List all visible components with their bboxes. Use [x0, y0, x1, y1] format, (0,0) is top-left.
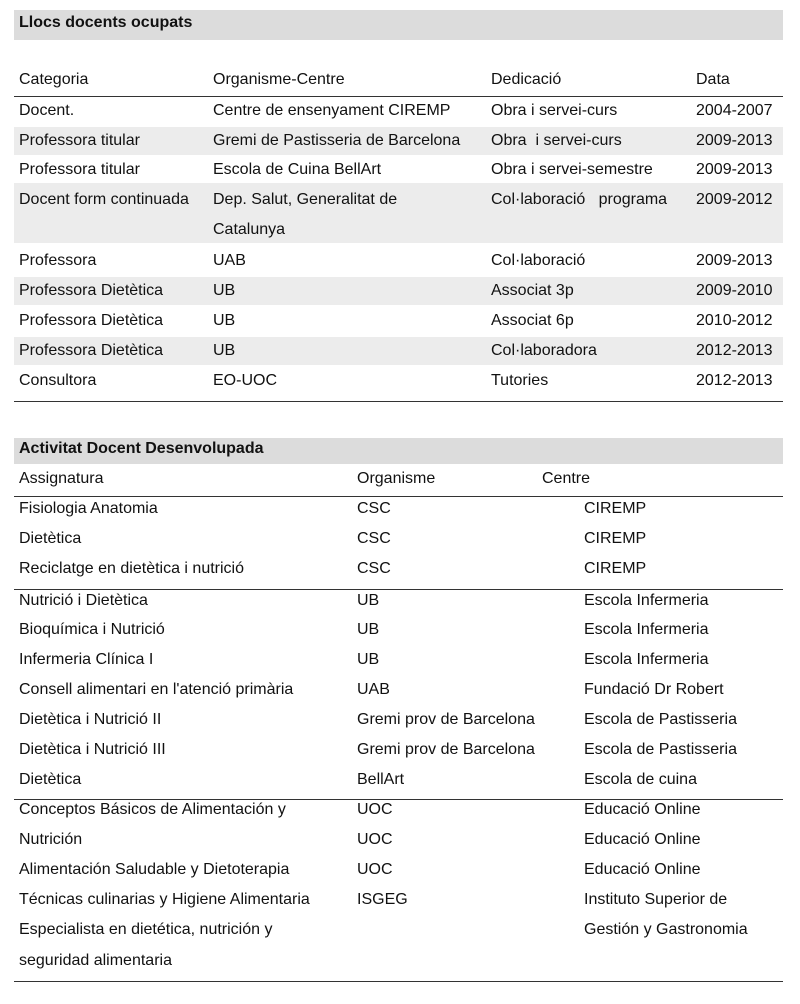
column-header-data: Data [696, 71, 730, 88]
cell-centre: Escola Infermeria [584, 621, 709, 638]
cell-centre: Educació Online [584, 861, 701, 878]
cell-centre: Escola Infermeria [584, 651, 709, 668]
cell-categoria: Professora Dietètica [19, 282, 164, 299]
column-header-assignatura: Assignatura [19, 470, 104, 487]
cell-organisme: UB [357, 621, 380, 638]
cell-centre: CIREMP [584, 500, 647, 517]
cell-organisme: UB [213, 282, 236, 299]
column-header-centre: Centre [542, 470, 591, 487]
cell-organisme: Gremi prov de Barcelona [357, 741, 535, 758]
column-header-dedicacio: Dedicació [491, 71, 562, 88]
cell-categoria: Consultora [19, 372, 97, 389]
cell-organisme: UB [357, 592, 380, 609]
cell-organisme: Dep. Salut, Generalitat de Catalunya [213, 191, 398, 238]
cell-assignatura: Alimentación Saludable y Dietoterapia [19, 861, 290, 878]
cell-centre: Educació Online [584, 801, 701, 818]
cell-dedicacio: Tutories [491, 372, 549, 389]
cell-centre: CIREMP [584, 530, 647, 547]
cell-organisme: CSC [357, 500, 391, 517]
section-header-llocs [14, 10, 783, 40]
cell-organisme: UOC [357, 801, 393, 818]
cell-dedicacio: Associat 3p [491, 282, 574, 299]
cell-data: 2012-2013 [696, 372, 773, 389]
column-header-organisme-centre: Organisme-Centre [213, 71, 345, 88]
cell-organisme: Gremi prov de Barcelona [357, 711, 535, 728]
cell-centre: Escola de Pastisseria [584, 711, 737, 728]
section-header-activitat [14, 438, 783, 464]
cell-assignatura: seguridad alimentaria [19, 952, 172, 969]
cell-organisme: Centre de ensenyament CIREMP [213, 102, 451, 119]
cell-organisme: Escola de Cuina BellArt [213, 161, 382, 178]
cell-centre: Escola de cuina [584, 771, 697, 788]
cell-assignatura: Consell alimentari en l'atenció primària [19, 681, 294, 698]
cell-organisme: UAB [357, 681, 390, 698]
cell-categoria: Docent. [19, 102, 75, 119]
section-title: Llocs docents ocupats [19, 14, 193, 31]
cell-dedicacio: Col·laboració [491, 252, 586, 269]
cell-assignatura: Nutrició i Dietètica [19, 592, 148, 609]
cell-organisme: UB [357, 651, 380, 668]
cell-organisme: UOC [357, 861, 393, 878]
cell-data: 2009-2010 [696, 282, 773, 299]
cell-assignatura: Dietètica [19, 771, 82, 788]
cell-organisme: UB [213, 342, 236, 359]
cell-assignatura: Dietètica i Nutrició II [19, 711, 162, 728]
cell-organisme: ISGEG [357, 891, 408, 908]
cell-categoria: Professora [19, 252, 97, 269]
cell-categoria: Docent form continuada [19, 191, 189, 208]
cell-data: 2009-2013 [696, 252, 773, 269]
section-title: Activitat Docent Desenvolupada [19, 440, 264, 457]
cell-centre: CIREMP [584, 560, 647, 577]
cell-dedicacio: Col·laboració programa [491, 191, 668, 208]
cell-data: 2010-2012 [696, 312, 773, 329]
table-rule [14, 401, 783, 402]
cell-assignatura: Bioquímica i Nutrició [19, 621, 165, 638]
cell-dedicacio: Associat 6p [491, 312, 574, 329]
table-rule [14, 96, 783, 97]
table-rule [14, 981, 783, 982]
cell-centre: Educació Online [584, 831, 701, 848]
cell-assignatura: Conceptos Básicos de Alimentación y [19, 801, 286, 818]
cell-categoria: Professora Dietètica [19, 312, 164, 329]
cell-dedicacio: Col·laboradora [491, 342, 597, 359]
column-header-categoria: Categoria [19, 71, 89, 88]
cell-assignatura: Técnicas culinarias y Higiene Alimentaria [19, 891, 310, 908]
cell-organisme: UOC [357, 831, 393, 848]
cell-organisme: CSC [357, 530, 391, 547]
cell-centre: Gestión y Gastronomia [584, 921, 748, 938]
cell-organisme: BellArt [357, 771, 405, 788]
cell-organisme: UAB [213, 252, 246, 269]
cell-categoria: Professora Dietètica [19, 342, 164, 359]
table-rule [14, 589, 783, 590]
cell-data: 2009-2013 [696, 161, 773, 178]
cell-centre: Instituto Superior de [584, 891, 728, 908]
cell-centre: Escola de Pastisseria [584, 741, 737, 758]
column-header-organisme: Organisme [357, 470, 436, 487]
cell-assignatura: Reciclatge en dietètica i nutrició [19, 560, 245, 577]
cell-centre: Fundació Dr Robert [584, 681, 724, 698]
cell-data: 2009-2012 [696, 191, 773, 208]
cell-assignatura: Infermeria Clínica I [19, 651, 154, 668]
cell-organisme: CSC [357, 560, 391, 577]
cell-data: 2004-2007 [696, 102, 773, 119]
cell-categoria: Professora titular [19, 161, 140, 178]
cell-assignatura: Dietètica i Nutrició III [19, 741, 166, 758]
cell-data: 2012-2013 [696, 342, 773, 359]
cell-dedicacio: Obra i servei-semestre [491, 161, 653, 178]
cell-dedicacio: Obra i servei-curs [491, 102, 618, 119]
cell-organisme: Gremi de Pastisseria de Barcelona [213, 132, 461, 149]
cell-dedicacio: Obra i servei-curs [491, 132, 622, 149]
cell-assignatura: Dietètica [19, 530, 82, 547]
cell-organisme: UB [213, 312, 236, 329]
cell-assignatura: Fisiologia Anatomia [19, 500, 158, 517]
cell-data: 2009-2013 [696, 132, 773, 149]
cell-organisme: EO-UOC [213, 372, 277, 389]
cell-categoria: Professora titular [19, 132, 140, 149]
cell-centre: Escola Infermeria [584, 592, 709, 609]
table-rule [14, 496, 783, 497]
cell-assignatura: Especialista en dietética, nutrición y [19, 921, 273, 938]
cell-assignatura: Nutrición [19, 831, 83, 848]
